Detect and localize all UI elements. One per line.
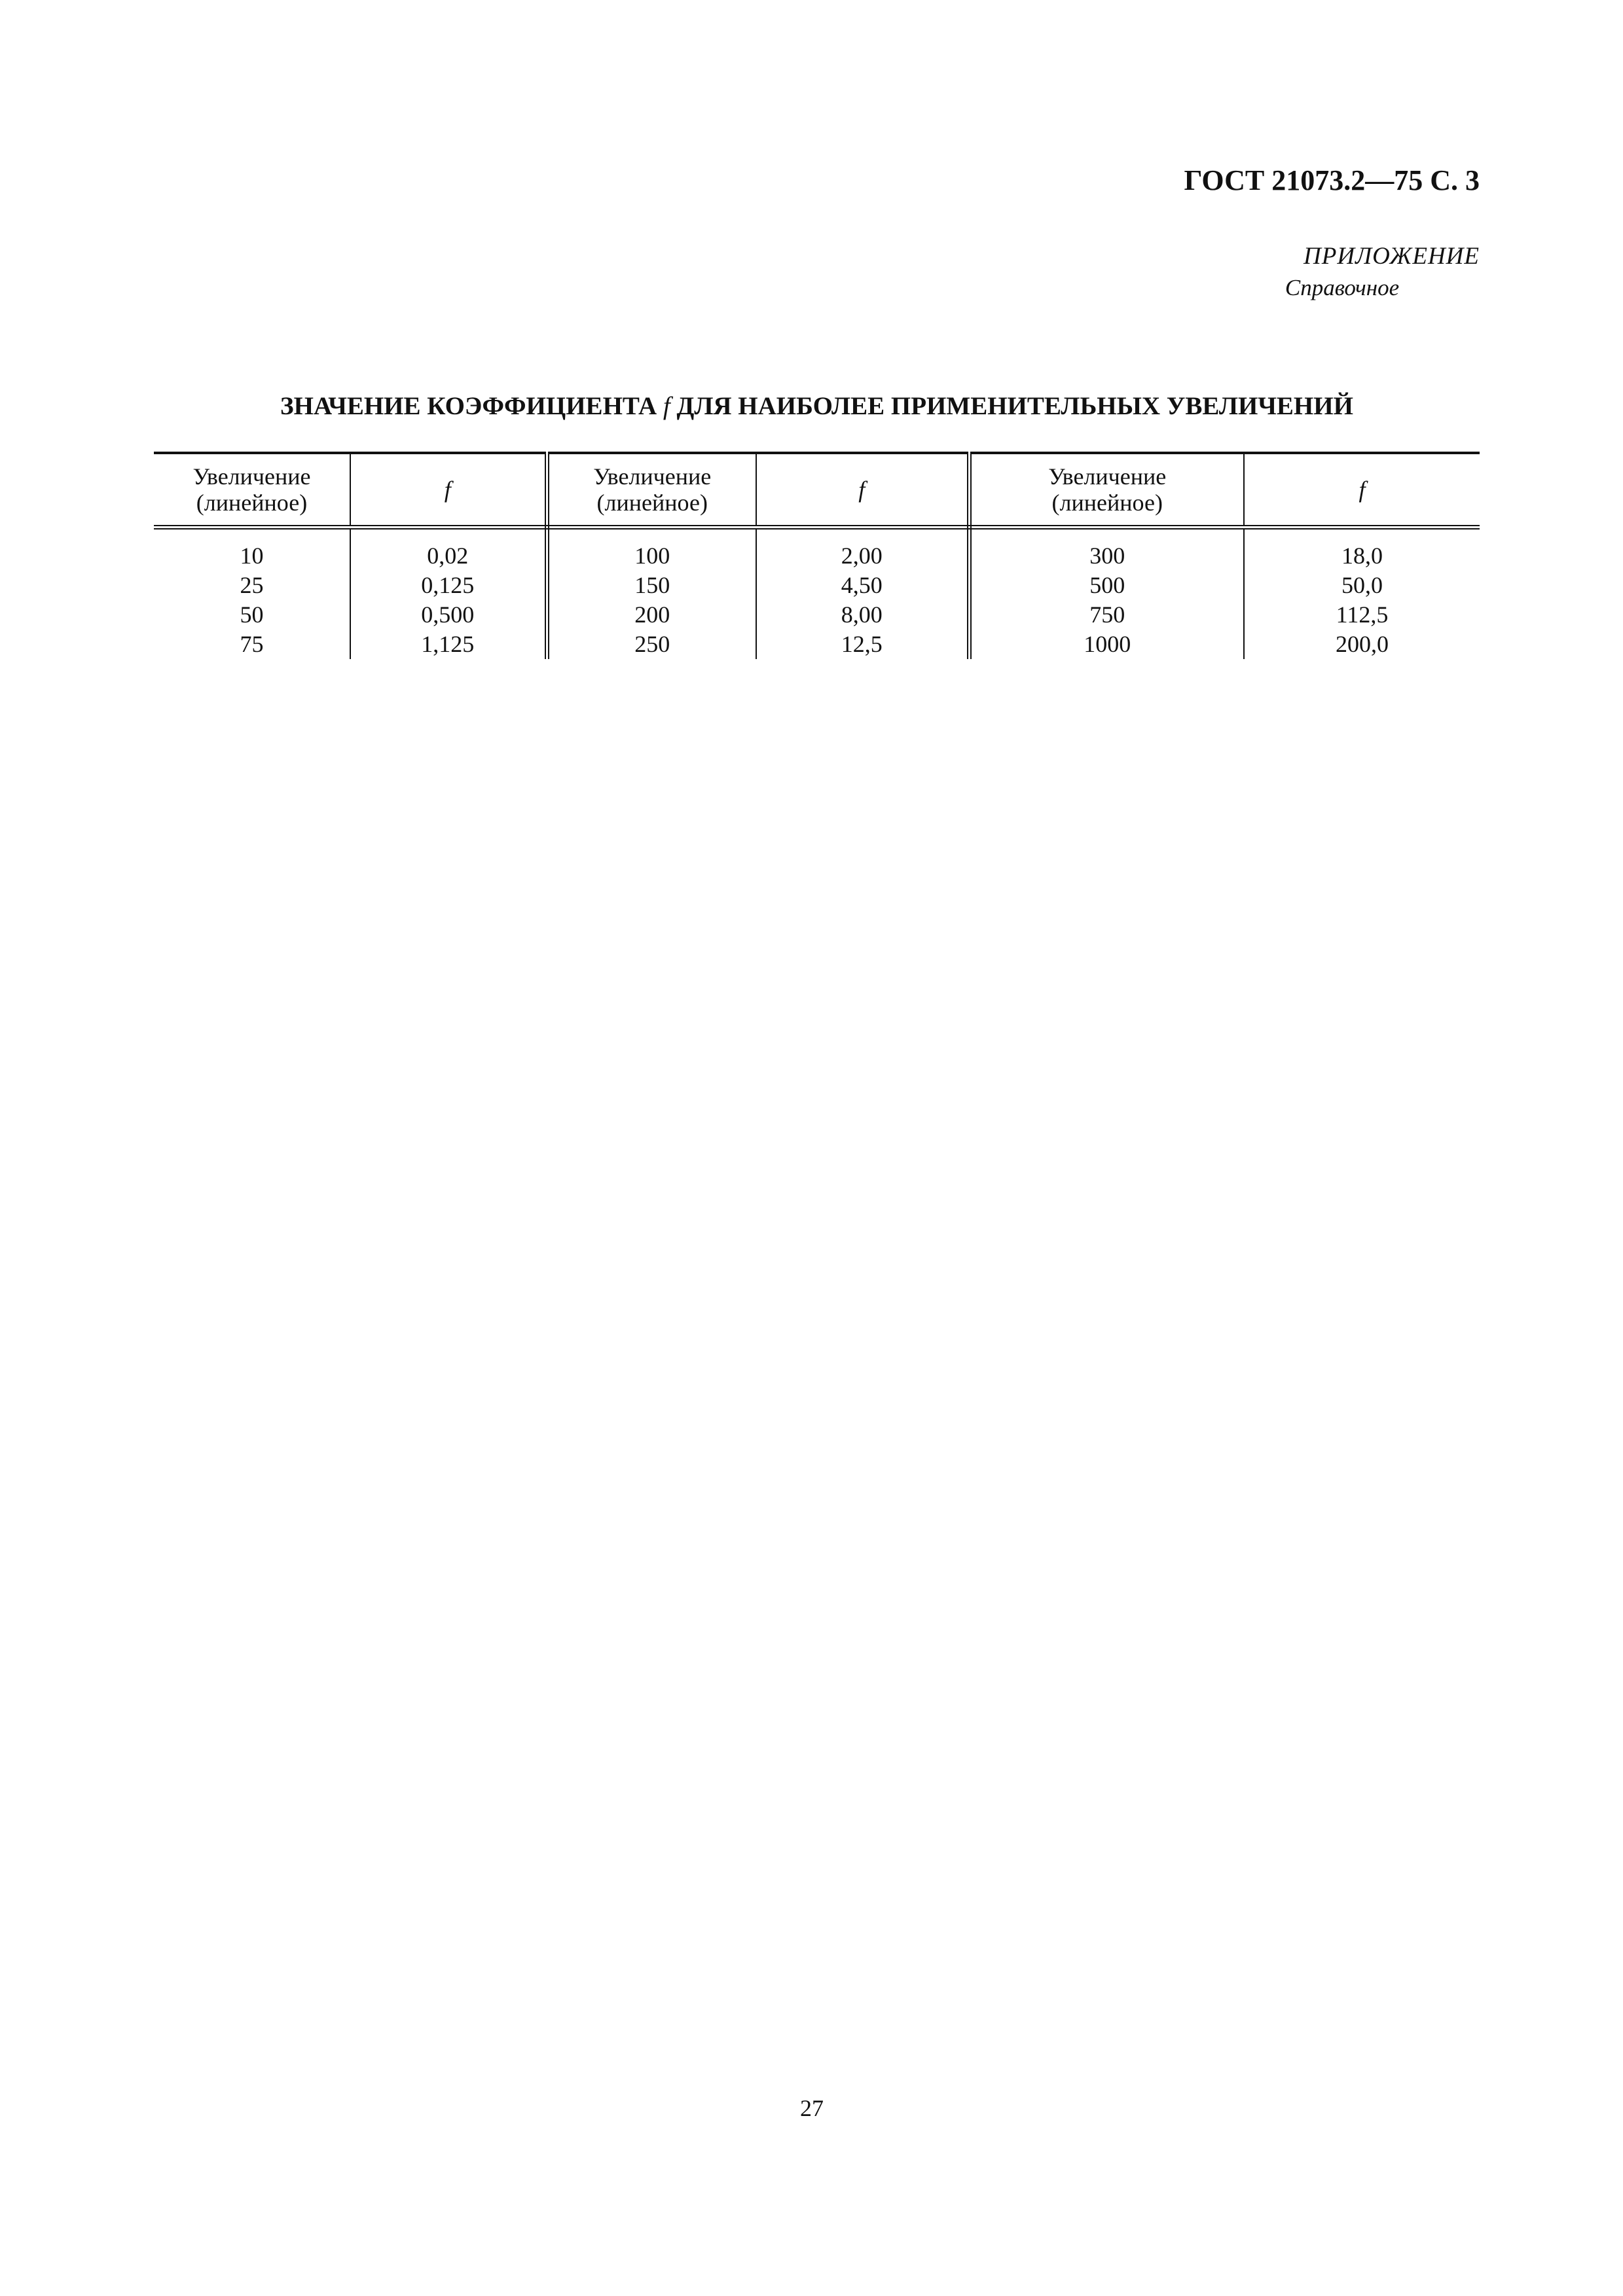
header-magnification-2: [547, 453, 756, 528]
table-cell: 1,125: [350, 630, 547, 659]
table-cell: 50: [154, 600, 350, 630]
table-cell: 75: [154, 630, 350, 659]
header-magnification-line1: Увеличение: [192, 463, 311, 490]
header-f-1: f: [350, 453, 547, 528]
header-magnification-line2: (линейное): [596, 490, 708, 516]
header-magnification-line1: Увеличение: [1048, 463, 1167, 490]
header-magnification-line2: (линейное): [196, 490, 308, 516]
table-cell: 4,50: [756, 571, 969, 600]
table-cell: 200: [547, 600, 756, 630]
table-cell: 150: [547, 571, 756, 600]
table-row: [154, 528, 1480, 571]
header-magnification-1: [154, 453, 350, 528]
table-row: [154, 600, 1480, 630]
table-cell: 100: [547, 528, 756, 571]
table-cell: 1000: [969, 630, 1244, 659]
appendix-label: ПРИЛОЖЕНИЕ: [1304, 243, 1480, 270]
table-cell: 18,0: [1341, 543, 1383, 569]
table-cell: 200,0: [1336, 631, 1389, 657]
table-cell: 750: [969, 600, 1244, 630]
table-title: [154, 391, 1480, 421]
table-cell: 50,0: [1341, 572, 1383, 598]
table-cell: 0,02: [350, 528, 547, 571]
header-f-2: f: [756, 453, 969, 528]
table-cell: 500: [969, 571, 1244, 600]
table-row: [154, 630, 1480, 659]
table-cell: 25: [154, 571, 350, 600]
table-title-before: ЗНАЧЕНИЕ КОЭФФИЦИЕНТА: [280, 392, 663, 420]
table-cell: 8,00: [756, 600, 969, 630]
header-magnification-line1: Увеличение: [593, 463, 712, 490]
page-number: 27: [800, 2095, 824, 2121]
table-title-after: ДЛЯ НАИБОЛЕЕ ПРИМЕНИТЕЛЬНЫХ УВЕЛИЧЕНИЙ: [670, 392, 1353, 420]
table-cell: 250: [547, 630, 756, 659]
table-cell: 0,125: [350, 571, 547, 600]
header-magnification-3: [969, 453, 1244, 528]
appendix-sublabel: Справочное: [1285, 275, 1400, 300]
table-cell: 0,500: [350, 600, 547, 630]
table-cell: 2,00: [756, 528, 969, 571]
coefficient-table: [154, 452, 1480, 659]
header-f-3: f: [1244, 453, 1480, 528]
table-cell: 12,5: [756, 630, 969, 659]
table-title-symbol: f: [663, 392, 670, 420]
table-row: [154, 571, 1480, 600]
table-cell: 300: [969, 528, 1244, 571]
table-header-row: [154, 453, 1480, 528]
table-cell: 112,5: [1336, 601, 1389, 628]
header-magnification-line2: (линейное): [1051, 490, 1163, 516]
table-cell: 10: [154, 528, 350, 571]
document-header: ГОСТ 21073.2—75 С. 3: [1184, 164, 1480, 196]
